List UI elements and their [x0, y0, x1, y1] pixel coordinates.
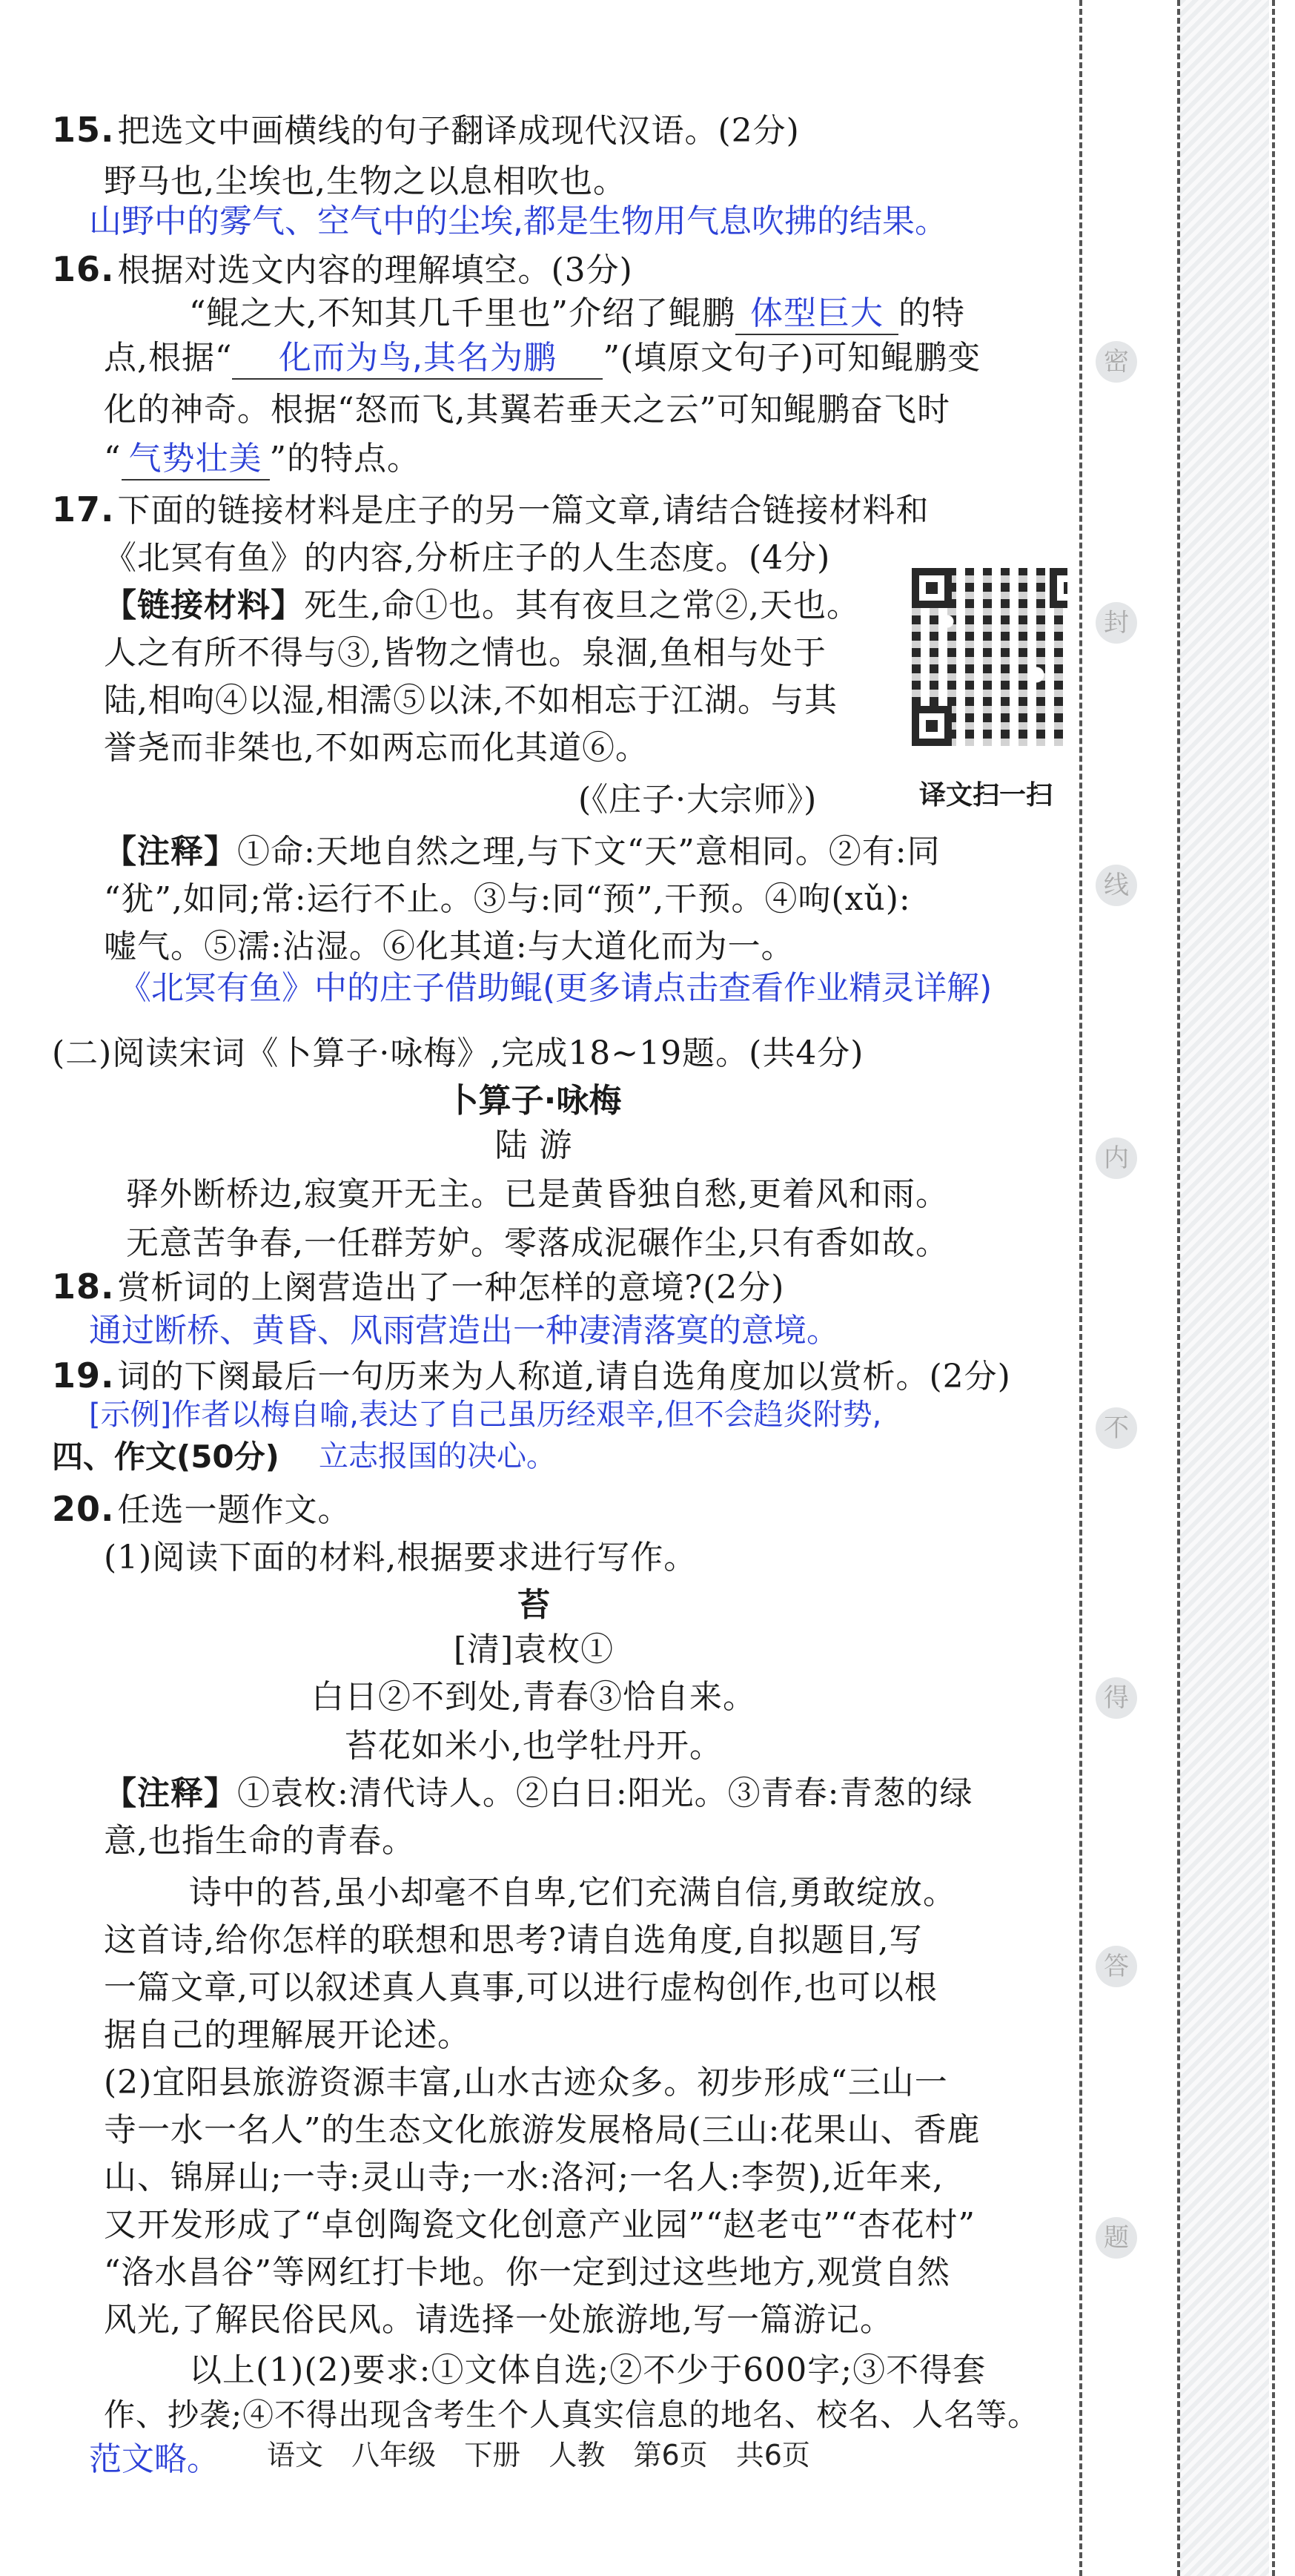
q20-text-4: 据自己的理解展开论述。: [104, 2016, 471, 2054]
qr-caption: 译文扫一扫: [919, 780, 1053, 810]
seal-char-6: 得: [1096, 1677, 1137, 1719]
q16-answer-1: 体型巨大: [735, 286, 898, 335]
q20-sub2-3: 山、锦屏山;一寺:灵山寺;一水:洛河;一名人:李贺),近年来,: [104, 2159, 944, 2196]
poem-line-1: 驿外断桥边,寂寞开无主。已是黄昏独自愁,更着风和雨。: [126, 1175, 949, 1213]
footer-page: 第6页: [633, 2439, 708, 2471]
q19-prompt: 19.词的下阕最后一句历来为人称道,请自选角度加以赏析。(2分): [52, 1355, 1011, 1396]
qr-finder-bottom-left: [912, 706, 952, 746]
seal-char-7: 答: [1096, 1946, 1137, 1987]
poem-title-tai: 苔: [517, 1586, 550, 1624]
page-footer: [267, 2432, 829, 2473]
q20-prompt: 20.任选一题作文。: [52, 1489, 351, 1529]
q20-text-2: 这首诗,给你怎样的联想和思考?请自选角度,自拟题目,写: [104, 1921, 923, 1959]
footer-grade: 八年级: [351, 2439, 437, 2471]
footer-edition: 人教: [549, 2439, 606, 2471]
q20-sub2-4: 又开发形成了“卓创陶瓷文化创意产业园”“赵老屯”“杏花村”: [104, 2206, 976, 2244]
section4-heading: 四、作文(50分): [52, 1439, 279, 1475]
q20-note-2: 意,也指生命的青春。: [104, 1822, 415, 1860]
poem-title-busuanzi: 卜算子·咏梅: [446, 1082, 622, 1120]
q20-text-1: 诗中的苔,虽小却毫不自卑,它们充满自信,勇敢绽放。: [189, 1874, 956, 1912]
seal-char-4: 内: [1096, 1137, 1137, 1179]
q20-sub2-6: 风光,了解民俗民风。请选择一处旅游地,写一篇游记。: [104, 2301, 893, 2339]
seal-char-1: 密: [1096, 341, 1137, 383]
q17-material-1: 【链接材料】死生,命①也。其有夜旦之常②,天也。: [104, 587, 860, 624]
q17-source: (《庄子·大宗师》): [578, 781, 818, 819]
seal-char-8: 题: [1096, 2217, 1137, 2259]
poem-author-yuanmei: [清]袁枚①: [453, 1631, 615, 1668]
footer-volume: 下册: [464, 2439, 521, 2471]
seal-char-3: 线: [1096, 865, 1137, 906]
q16-line1: “鲲之大,不知其几千里也”介绍了鲲鹏 体型巨大 的特: [189, 286, 965, 335]
q17-prompt: 17.下面的链接材料是庄子的另一篇文章,请结合链接材料和: [52, 489, 930, 529]
q19-answer-1: [示例]作者以梅自喻,表达了自己虽历经艰辛,但不会趋炎附势,: [89, 1398, 882, 1432]
q15-answer: 山野中的雾气、空气中的尘埃,都是生物用气息吹拂的结果。: [89, 202, 947, 240]
q19-answer-2: 立志报国的决心。: [319, 1439, 556, 1473]
q20-sub1: (1)阅读下面的材料,根据要求进行写作。: [104, 1539, 698, 1576]
q20-sub2-2: 寺一水一名人”的生态文化旅游发展格局(三山:花果山、香鹿: [104, 2111, 981, 2149]
qr-finder-top-left: [912, 568, 952, 608]
section2-heading: (二)阅读宋词《卜算子·咏梅》,完成18~19题。(共4分): [52, 1034, 864, 1072]
footer-subject: 语文: [267, 2439, 324, 2471]
poem-line-2: 无意苦争春,一任群芳妒。零落成泥碾作尘,只有香如故。: [126, 1224, 949, 1262]
cut-line-right: [1272, 0, 1275, 2576]
q20-text-3: 一篇文章,可以叙述真人真事,可以进行虚构创作,也可以根: [104, 1969, 938, 2007]
tai-poem-line-2: 苔花如米小,也学牡丹开。: [345, 1727, 723, 1765]
q16-answer-2: 化而为鸟,其名为鹏: [232, 331, 603, 380]
q20-requirements-1: 以上(1)(2)要求:①文体自选;②不少于600字;③不得套: [189, 2351, 987, 2389]
poem-author-luyou: 陆 游: [494, 1126, 573, 1164]
seal-char-5: 不: [1096, 1407, 1137, 1449]
footer-total: 共6页: [735, 2439, 810, 2471]
q20-requirements-2: 作、抄袭;④不得出现含考生个人真实信息的地名、校名、人名等。: [104, 2397, 1040, 2433]
q16-line3: 化的神奇。根据“怒而飞,其翼若垂天之云”可知鲲鹏奋飞时: [104, 391, 950, 429]
cut-line-left: [1079, 0, 1082, 2576]
q17-prompt-2: 《北冥有鱼》的内容,分析庄子的人生态度。(4分): [104, 539, 831, 577]
q17-note-3: 嘘气。⑤濡:沾湿。⑥化其道:与大道化而为一。: [104, 928, 795, 965]
q16-prompt: 16.根据对选文内容的理解填空。(3分): [52, 249, 633, 289]
q16-line4: “ 气势壮美 ”的特点。: [104, 432, 420, 480]
q20-sub2-1: (2)宜阳县旅游资源丰富,山水古迹众多。初步形成“三山一: [104, 2064, 948, 2101]
tai-poem-line-1: 白日②不到处,青春③恰自来。: [311, 1678, 756, 1716]
q17-note-2: “犹”,如同;常:运行不止。③与:同“预”,干预。④呴(xǔ):: [104, 880, 911, 918]
q20-note-1: 【注释】①袁枚:清代诗人。②白日:阳光。③青春:青葱的绿: [104, 1774, 973, 1812]
margin-stripe: [1180, 0, 1269, 2576]
q16-answer-3: 气势壮美: [122, 432, 270, 480]
q17-material-3: 陆,相呴④以湿,相濡⑤以沫,不如相忘于江湖。与其: [104, 681, 838, 719]
q18-answer: 通过断桥、黄昏、风雨营造出一种凄清落寞的意境。: [89, 1312, 839, 1350]
q20-answer: 范文略。: [89, 2440, 219, 2478]
q16-line2: 点,根据“ 化而为鸟,其名为鹏 ”(填原文句子)可知鲲鹏变: [104, 331, 981, 380]
q15-prompt: 15.把选文中画横线的句子翻译成现代汉语。(2分): [52, 110, 800, 150]
qr-code[interactable]: [909, 565, 1093, 749]
q17-note-1: 【注释】①命:天地自然之理,与下文“天”意相同。②有:同: [104, 833, 941, 871]
q17-material-4: 誉尧而非桀也,不如两忘而化其道⑥。: [104, 729, 649, 767]
cut-line-middle: [1177, 0, 1180, 2576]
q17-answer-link[interactable]: 《北冥有鱼》中的庄子借助鲲(更多请点击查看作业精灵详解): [119, 969, 993, 1007]
q15-quote: 野马也,尘埃也,生物之以息相吹也。: [104, 162, 626, 200]
q20-sub2-5: “洛水昌谷”等网红打卡地。你一定到过这些地方,观赏自然: [104, 2253, 950, 2291]
q17-material-2: 人之有所不得与③,皆物之情也。泉涸,鱼相与处于: [104, 634, 827, 672]
seal-char-2: 封: [1096, 602, 1137, 644]
q18-prompt: 18.赏析词的上阕营造出了一种怎样的意境?(2分): [52, 1266, 785, 1307]
